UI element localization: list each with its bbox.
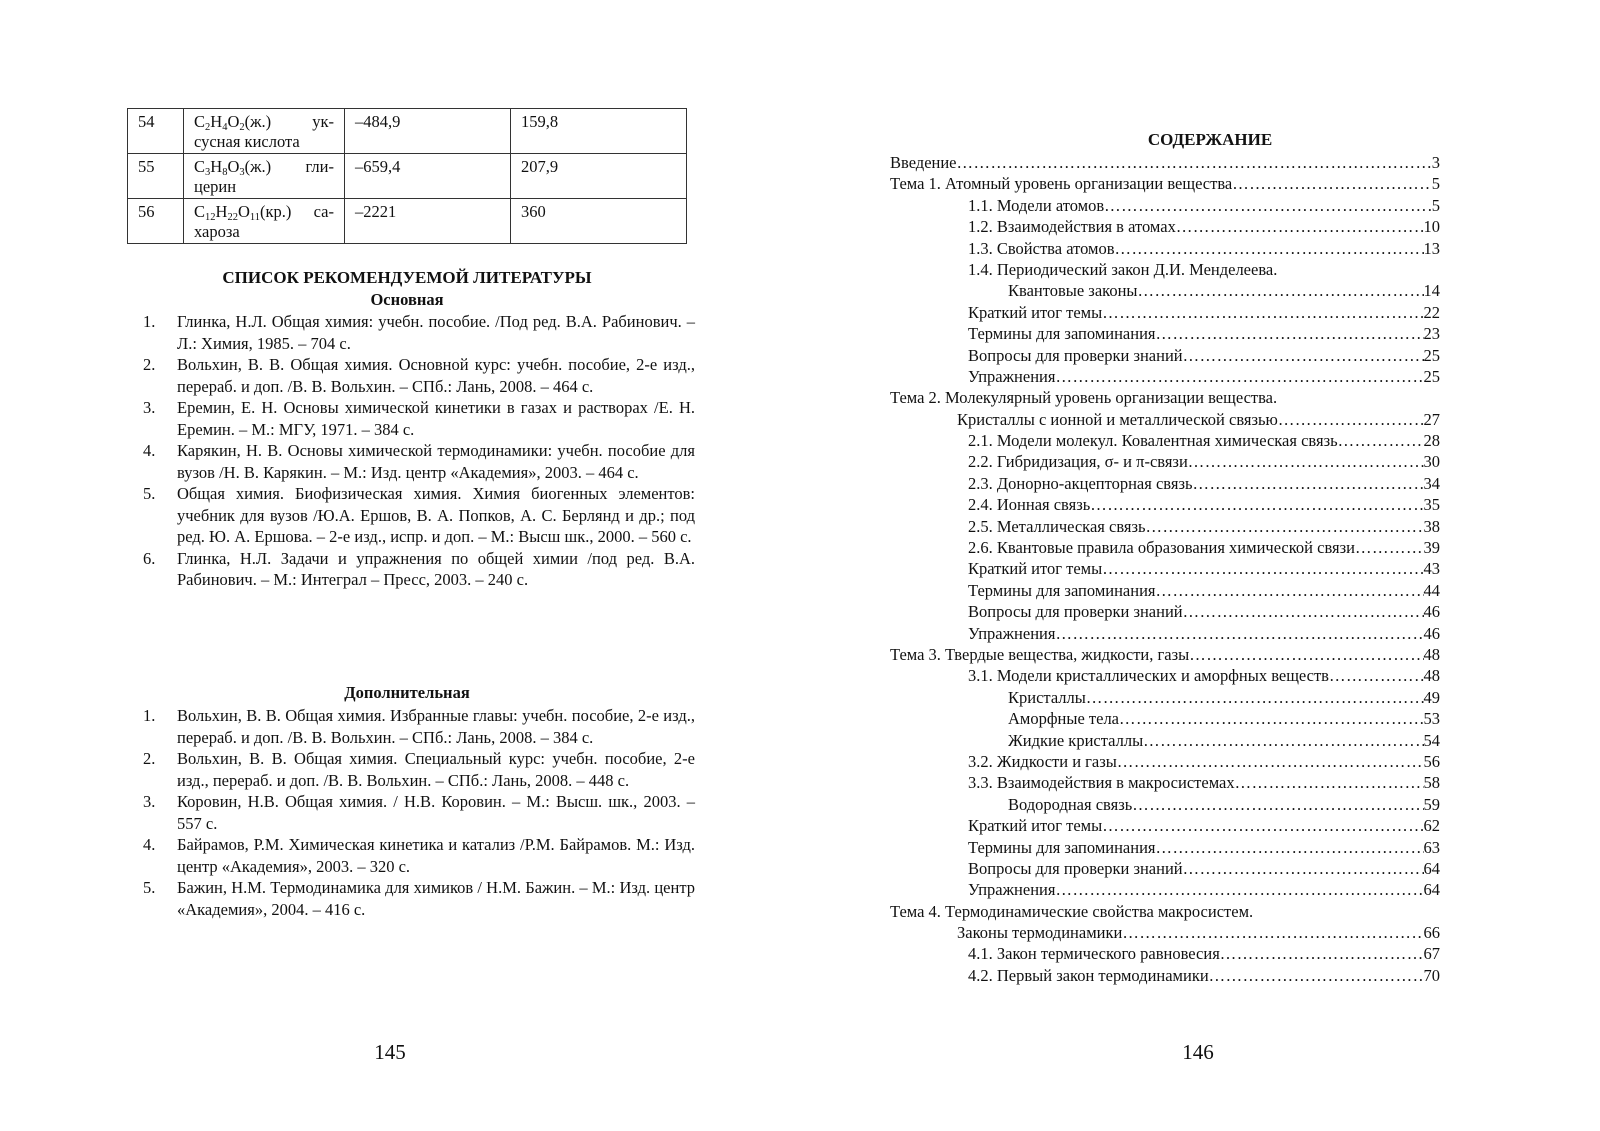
toc-page: 54	[1423, 730, 1440, 750]
toc-line	[968, 216, 1440, 237]
enthalpy-value: –659,4	[345, 154, 511, 199]
toc-leader	[1122, 922, 1423, 943]
toc-line	[1008, 730, 1440, 751]
toc-entry	[800, 879, 1600, 900]
toc-line	[1008, 280, 1440, 301]
toc-entry	[800, 494, 1600, 515]
toc-page: 27	[1423, 409, 1440, 429]
toc-line	[968, 323, 1440, 344]
toc-line	[968, 665, 1440, 686]
toc-entry	[800, 623, 1600, 644]
toc-label: Введение	[890, 153, 957, 172]
toc-label: 2.3. Донорно-акцепторная связь	[968, 473, 1193, 493]
toc-page: 25	[1423, 345, 1440, 365]
toc-page: 38	[1423, 516, 1440, 536]
toc-page: 66	[1423, 923, 1440, 943]
formula-element: C	[194, 202, 206, 221]
toc-entry	[800, 601, 1600, 622]
toc-label: Вопросы для проверки знаний	[968, 858, 1183, 878]
toc-line	[968, 580, 1440, 601]
reference-item	[127, 834, 695, 877]
toc-page: 63	[1423, 837, 1440, 857]
row-number: 56	[128, 199, 184, 244]
toc-leader	[1146, 516, 1424, 537]
toc-label: 3.1. Модели кристаллических и аморфных веществ	[968, 666, 1329, 686]
toc-leader	[1086, 687, 1424, 708]
toc-leader	[1220, 943, 1424, 964]
toc-label: 3.3. Взаимодействия в макросистемах	[968, 773, 1235, 793]
toc-entry	[800, 302, 1600, 323]
toc-label: Водородная связь	[1008, 794, 1133, 814]
extra-references	[127, 705, 695, 920]
toc-page: 43	[1423, 559, 1440, 579]
toc-leader	[1235, 772, 1424, 793]
reference-text: Вольхин, В. В. Общая химия. Основной курс: учебн. пособие, 2-е изд., перераб. и доп. /В. В. Вольхин. – СПб.: Лань, 2008. – 464 с.	[177, 355, 695, 396]
toc-label: Жидкие кристаллы	[1008, 730, 1144, 750]
toc-label: Вопросы для проверки знаний	[968, 345, 1183, 365]
toc-label: 2.4. Ионная связь	[968, 495, 1091, 515]
thermo-table	[127, 108, 687, 244]
toc-entry	[800, 366, 1600, 387]
toc-leader	[1115, 238, 1424, 259]
toc-label: 2.5. Металлическая связь	[968, 516, 1146, 536]
toc-page: 67	[1423, 944, 1440, 964]
toc-entry	[800, 687, 1600, 708]
formula-element: H	[210, 157, 223, 176]
substance-name: са-хароза	[194, 202, 334, 241]
toc-leader	[1132, 794, 1423, 815]
toc-label: Тема 2. Молекулярный уровень организации вещества.	[890, 388, 1278, 408]
formula-subscript: 12	[205, 212, 216, 223]
toc-entry	[800, 473, 1600, 494]
substance-name: ук-сусная кислота	[194, 112, 334, 151]
toc-line	[1008, 794, 1440, 815]
reference-number: 4.	[143, 835, 156, 854]
toc-label: Упражнения	[968, 623, 1056, 643]
toc-leader	[1156, 837, 1424, 858]
toc-page: 23	[1423, 324, 1440, 344]
toc-entry	[800, 794, 1600, 815]
toc-label: 3.2. Жидкости и газы	[968, 751, 1117, 771]
formula-subscript: 11	[249, 212, 260, 223]
toc-entry	[800, 259, 1600, 280]
toc-entry	[800, 751, 1600, 772]
toc-line	[968, 751, 1440, 772]
toc-entry	[800, 409, 1600, 430]
toc-label: Упражнения	[968, 880, 1056, 900]
reference-number: 2.	[143, 749, 156, 768]
reference-text: Общая химия. Биофизическая химия. Химия биогенных элементов: учебник для вузов /Ю.А. Ершов, В. А. Попков, А. С. Берлянд и др.; под ред. Ю. А. Ершова. – 2-е изд., испр. и доп. – М.: Высш шк., 2000. – 560 с.	[177, 484, 695, 546]
toc-line	[968, 558, 1440, 579]
toc-line	[968, 259, 1440, 280]
toc-line	[1008, 708, 1440, 729]
toc-line	[968, 537, 1440, 558]
toc-label: Вопросы для проверки знаний	[968, 602, 1183, 622]
reference-item	[127, 548, 695, 591]
reference-text: Карякин, Н. В. Основы химической термодинамики: учебн. пособие для вузов /Н. В. Карякин. – М.: Изд. центр «Академия», 2003. – 464 с.	[177, 441, 695, 482]
toc-line	[890, 173, 1440, 194]
toc-page: 10	[1423, 217, 1440, 237]
toc-leader	[1188, 451, 1424, 472]
toc-page: 46	[1423, 623, 1440, 643]
toc-entry	[800, 943, 1600, 964]
toc-leader	[1278, 409, 1424, 430]
toc-entry	[800, 152, 1600, 173]
formula-element: H	[215, 202, 228, 221]
reference-number: 2.	[143, 355, 156, 374]
formula-subscript: 4	[222, 122, 228, 133]
substance-cell	[184, 154, 345, 199]
formula-subscript: 2	[239, 122, 245, 133]
toc-line	[890, 644, 1440, 665]
toc-label: 1.2. Взаимодействия в атомах	[968, 217, 1176, 237]
toc-page: 5	[1431, 174, 1440, 194]
substance-name: гли-церин	[194, 157, 334, 196]
toc-entry	[800, 901, 1600, 922]
toc-leader	[1183, 345, 1424, 366]
enthalpy-value: –484,9	[345, 109, 511, 154]
toc-label: 4.2. Первый закон термодинамики	[968, 965, 1209, 985]
toc-line	[968, 516, 1440, 537]
toc-line	[968, 815, 1440, 836]
toc-page: 48	[1423, 644, 1440, 664]
reference-item	[127, 748, 695, 791]
toc-entry	[800, 772, 1600, 793]
toc-leader	[1232, 173, 1432, 194]
reference-text: Коровин, Н.В. Общая химия. / Н.В. Коровин. – М.: Высш. шк., 2003. – 557 с.	[177, 792, 695, 833]
reference-text: Вольхин, В. В. Общая химия. Избранные главы: учебн. пособие, 2-е изд., перераб. и доп. /В. В. Вольхин. – СПб.: Лань, 2008. – 384 с.	[177, 706, 695, 747]
toc-label: Тема 4. Термодинамические свойства макросистем.	[890, 901, 1254, 921]
toc-label: Термины для запоминания	[968, 837, 1156, 857]
toc-leader	[1176, 216, 1424, 237]
reference-item	[127, 354, 695, 397]
toc-line	[1008, 687, 1440, 708]
toc-page: 48	[1423, 666, 1440, 686]
toc-entry	[800, 837, 1600, 858]
toc-label: 2.6. Квантовые правила образования химической связи	[968, 538, 1355, 558]
entropy-value: 207,9	[511, 154, 687, 199]
toc-entry	[800, 580, 1600, 601]
toc-entry	[800, 730, 1600, 751]
toc-leader	[1117, 751, 1424, 772]
toc-page: 59	[1423, 794, 1440, 814]
toc-entry	[800, 238, 1600, 259]
toc-entry	[800, 858, 1600, 879]
toc-label: Тема 3. Твердые вещества, жидкости, газы	[890, 644, 1190, 664]
main-literature-title: Основная	[370, 290, 444, 309]
formula-element: C	[194, 112, 206, 131]
substance-state: (кр.)	[259, 202, 292, 221]
extra-literature-title: Дополнительная	[344, 683, 470, 702]
formula-element: O	[227, 112, 240, 131]
formula-subscript: 8	[222, 167, 228, 178]
toc-entry	[800, 280, 1600, 301]
toc-page: 70	[1423, 965, 1440, 985]
toc-label: Тема 1. Атомный уровень организации вещества	[890, 174, 1233, 194]
entropy-value: 360	[511, 199, 687, 244]
toc-label: Упражнения	[968, 366, 1056, 386]
formula-subscript: 3	[205, 167, 211, 178]
reference-text: Глинка, Н.Л. Общая химия: учебн. пособие. /Под ред. В.А. Рабинович. – Л.: Химия, 1985. – 704 с.	[177, 312, 695, 353]
toc-leader	[1189, 644, 1423, 665]
reference-text: Еремин, Е. Н. Основы химической кинетики в газах и растворах /Е. Н. Еремин. – М.: МГУ, 1971. – 384 с.	[177, 398, 695, 439]
toc-entry	[800, 451, 1600, 472]
toc-page: 64	[1423, 858, 1440, 878]
toc-leader	[1138, 280, 1424, 301]
toc-page: 53	[1423, 709, 1440, 729]
formula-subscript: 22	[227, 212, 238, 223]
toc-label: Краткий итог темы	[968, 302, 1103, 322]
toc-page: 14	[1423, 281, 1440, 301]
toc-leader	[1143, 730, 1423, 751]
toc-line	[968, 238, 1440, 259]
toc-line	[968, 345, 1440, 366]
toc-page: 5	[1431, 195, 1440, 215]
substance-state: (ж.)	[244, 157, 272, 176]
substance-cell	[184, 199, 345, 244]
formula-element: C	[194, 157, 206, 176]
toc-page: 3	[1431, 153, 1440, 172]
toc-entry	[800, 644, 1600, 665]
toc-label: 2.2. Гибридизация, σ- и π-связи	[968, 452, 1188, 472]
toc-line	[957, 922, 1440, 943]
toc-entry	[800, 965, 1600, 986]
toc-label: Кристаллы с ионной и металлической связью	[957, 409, 1278, 429]
toc-leader	[1209, 965, 1424, 986]
toc-leader	[1193, 473, 1424, 494]
formula-subscript: 3	[239, 167, 245, 178]
toc-line	[968, 494, 1440, 515]
toc-leader	[1329, 665, 1424, 686]
toc-line	[968, 623, 1440, 644]
toc-page: 30	[1423, 452, 1440, 472]
toc-page: 28	[1423, 431, 1440, 451]
toc-leader	[1338, 430, 1424, 451]
toc-entry	[800, 537, 1600, 558]
reference-number: 1.	[143, 312, 156, 331]
page-number-left: 145	[374, 1040, 406, 1064]
reference-item	[127, 791, 695, 834]
toc-entry	[800, 387, 1600, 408]
toc-label: Аморфные тела	[1008, 709, 1120, 729]
reference-number: 1.	[143, 706, 156, 725]
table-row	[128, 199, 687, 244]
toc-leader	[1183, 601, 1424, 622]
formula-element: H	[210, 112, 223, 131]
toc-leader	[1156, 323, 1424, 344]
toc-page: 56	[1423, 751, 1440, 771]
toc-page: 13	[1423, 238, 1440, 258]
toc-page: 64	[1423, 880, 1440, 900]
formula-element: O	[237, 202, 250, 221]
table-row	[128, 109, 687, 154]
toc-entry	[800, 922, 1600, 943]
toc-title: СОДЕРЖАНИЕ	[1147, 130, 1273, 149]
table-of-contents	[800, 152, 1600, 986]
toc-leader	[1102, 815, 1423, 836]
toc-entry	[800, 345, 1600, 366]
toc-line	[968, 195, 1440, 216]
toc-label: 1.3. Свойства атомов	[968, 238, 1115, 258]
toc-entry	[800, 173, 1600, 194]
toc-entry	[800, 516, 1600, 537]
reference-number: 6.	[143, 548, 156, 568]
page-number-right: 146	[1182, 1040, 1214, 1064]
toc-label: 1.1. Модели атомов	[968, 195, 1105, 215]
toc-line	[968, 601, 1440, 622]
reference-number: 3.	[143, 398, 156, 417]
toc-label: Квантовые законы	[1008, 281, 1138, 301]
reference-text: Глинка, Н.Л. Задачи и упражнения по общей химии /под ред. В.А. Рабинович. – М.: Интеграл – Пресс, 2003. – 240 с.	[177, 548, 695, 589]
substance-state: (ж.)	[244, 112, 272, 131]
toc-leader	[1055, 623, 1423, 644]
toc-line	[968, 302, 1440, 323]
toc-page: 22	[1423, 302, 1440, 322]
entropy-value: 159,8	[511, 109, 687, 154]
toc-line	[968, 837, 1440, 858]
toc-line	[957, 409, 1440, 430]
reference-number: 5.	[143, 878, 156, 897]
right-page	[800, 0, 1600, 1131]
toc-entry	[800, 430, 1600, 451]
toc-leader	[1102, 302, 1423, 323]
toc-leader	[1102, 558, 1423, 579]
toc-leader	[1183, 858, 1424, 879]
reference-text: Бажин, Н.М. Термодинамика для химиков / Н.М. Бажин. – М.: Изд. центр «Академия», 2004. – 416 с.	[177, 878, 695, 919]
formula-element: O	[227, 157, 240, 176]
toc-leader	[1090, 494, 1423, 515]
toc-leader	[1055, 879, 1423, 900]
toc-entry	[800, 708, 1600, 729]
reference-item	[127, 483, 695, 548]
toc-line	[890, 387, 1440, 408]
toc-entry	[800, 558, 1600, 579]
toc-entry	[800, 323, 1600, 344]
toc-leader	[1156, 580, 1424, 601]
table-row	[128, 154, 687, 199]
toc-page: 62	[1423, 816, 1440, 836]
toc-leader	[1119, 708, 1423, 729]
row-number: 55	[128, 154, 184, 199]
toc-line	[968, 451, 1440, 472]
reference-item	[127, 877, 695, 920]
substance-cell	[184, 109, 345, 154]
toc-line	[968, 879, 1440, 900]
toc-leader	[1355, 537, 1424, 558]
toc-entry	[800, 815, 1600, 836]
toc-line	[968, 366, 1440, 387]
main-references	[127, 311, 695, 591]
toc-line	[968, 473, 1440, 494]
toc-line	[968, 943, 1440, 964]
toc-page: 35	[1423, 495, 1440, 515]
reference-number: 4.	[143, 441, 156, 460]
toc-leader	[1055, 366, 1423, 387]
toc-entry	[800, 216, 1600, 237]
toc-line	[890, 152, 1440, 173]
toc-page: 49	[1423, 687, 1440, 707]
reference-number: 5.	[143, 484, 156, 503]
toc-label: Краткий итог темы	[968, 816, 1103, 836]
reference-item	[127, 705, 695, 748]
reference-text: Вольхин, В. В. Общая химия. Специальный курс: учебн. пособие, 2-е изд., перераб. и доп. /В. В. Вольхин. – СПб.: Лань, 2008. – 448 с.	[177, 749, 695, 790]
enthalpy-value: –2221	[345, 199, 511, 244]
reference-number: 3.	[143, 792, 156, 811]
toc-leader	[957, 152, 1432, 173]
toc-line	[968, 965, 1440, 986]
toc-label: 4.1. Закон термического равновесия	[968, 944, 1220, 964]
toc-label: Термины для запоминания	[968, 580, 1156, 600]
row-number: 54	[128, 109, 184, 154]
reference-text: Байрамов, Р.М. Химическая кинетика и катализ /Р.М. Байрамов. М.: Изд. центр «Академия», 2003. – 320 с.	[177, 835, 695, 876]
reference-item	[127, 440, 695, 483]
toc-line	[968, 772, 1440, 793]
toc-label: Кристаллы	[1008, 687, 1086, 707]
literature-title: СПИСОК РЕКОМЕНДУЕМОЙ ЛИТЕРАТУРЫ	[222, 268, 592, 287]
toc-entry	[800, 195, 1600, 216]
toc-label: Законы термодинамики	[957, 923, 1123, 943]
reference-item	[127, 397, 695, 440]
toc-label: 1.4. Периодический закон Д.И. Менделеева.	[968, 259, 1278, 279]
toc-page: 25	[1423, 366, 1440, 386]
toc-label: Термины для запоминания	[968, 324, 1156, 344]
toc-leader	[1104, 195, 1432, 216]
toc-page: 44	[1423, 580, 1440, 600]
toc-page: 39	[1423, 538, 1440, 558]
toc-line	[968, 858, 1440, 879]
formula-subscript: 2	[205, 122, 211, 133]
toc-page: 34	[1423, 473, 1440, 493]
toc-label: 2.1. Модели молекул. Ковалентная химическая связь	[968, 431, 1338, 451]
toc-entry	[800, 665, 1600, 686]
toc-line	[890, 901, 1440, 922]
toc-label: Краткий итог темы	[968, 559, 1103, 579]
toc-page: 46	[1423, 602, 1440, 622]
reference-item	[127, 311, 695, 354]
toc-page: 58	[1423, 773, 1440, 793]
toc-line	[968, 430, 1440, 451]
